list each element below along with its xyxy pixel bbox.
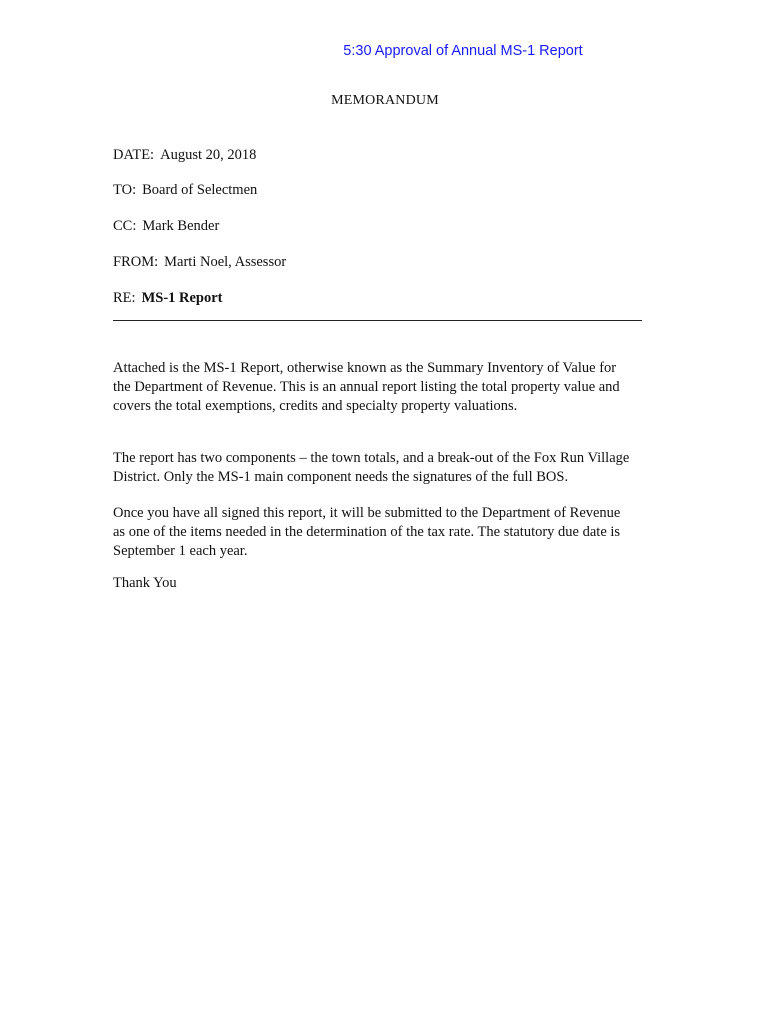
to-label: TO: xyxy=(113,182,137,198)
memo-title: MEMORANDUM xyxy=(331,93,439,108)
paragraph-line: The report has two components – the town totals, and a break-out of the Fox Run Village xyxy=(113,450,630,466)
header-divider xyxy=(113,320,642,321)
date-label: DATE: xyxy=(113,147,155,163)
paragraph-line: the Department of Revenue. This is an annual report listing the total property value and xyxy=(113,379,620,395)
paragraph-line: covers the total exemptions, credits and specialty property valuations. xyxy=(113,398,518,414)
to-value: Board of Selectmen xyxy=(142,182,258,198)
paragraph-line: as one of the items needed in the determination of the tax rate. The statutory due date is xyxy=(113,524,621,540)
date-value: August 20, 2018 xyxy=(160,147,257,163)
paragraph-line: Attached is the MS-1 Report, otherwise known as the Summary Inventory of Value for xyxy=(113,360,617,376)
cc-field xyxy=(113,218,219,235)
paragraph-line: Once you have all signed this report, it will be submitted to the Department of Revenue xyxy=(113,505,621,521)
from-field xyxy=(113,254,286,271)
from-value: Marti Noel, Assessor xyxy=(164,254,287,270)
date-field xyxy=(113,147,256,164)
agenda-item-heading: 5:30 Approval of Annual MS-1 Report xyxy=(343,43,583,59)
cc-label: CC: xyxy=(113,218,137,234)
from-label: FROM: xyxy=(113,254,159,270)
paragraph-line: District. Only the MS-1 main component needs the signatures of the full BOS. xyxy=(113,469,569,485)
paragraph-line: September 1 each year. xyxy=(113,543,248,559)
closing: Thank You xyxy=(113,575,177,591)
subject-value: MS-1 Report xyxy=(141,290,223,306)
subject-field xyxy=(113,290,223,307)
cc-value: Mark Bender xyxy=(142,218,220,234)
paragraph-components xyxy=(113,449,658,487)
paragraph-attached-report xyxy=(113,359,658,416)
paragraph-submission xyxy=(113,504,658,561)
subject-label: RE: xyxy=(113,290,136,306)
to-field xyxy=(113,182,257,199)
